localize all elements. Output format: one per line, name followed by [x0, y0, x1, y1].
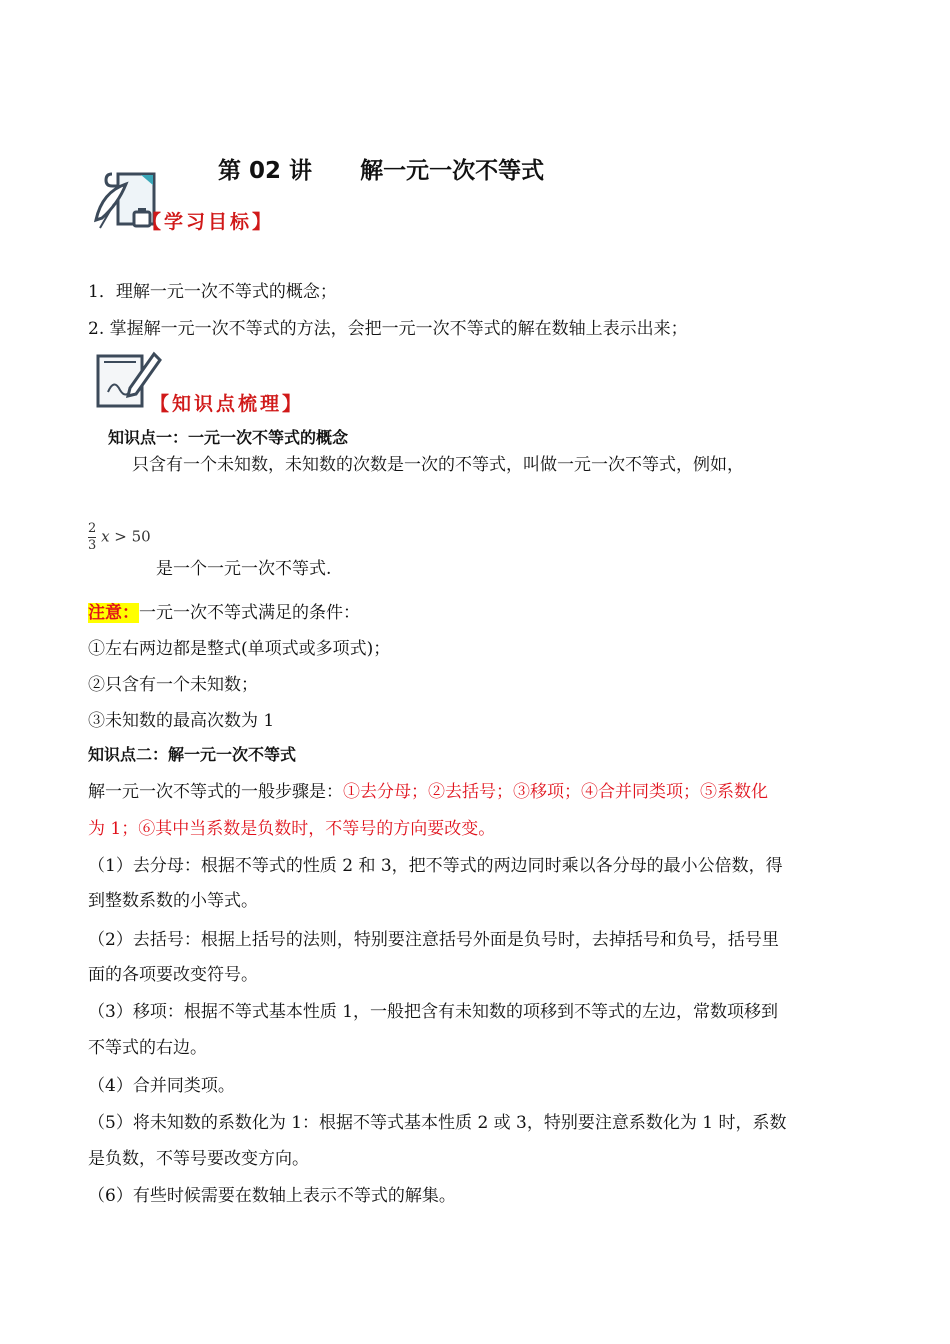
knowledge-banner: 【知识点梳理】: [150, 393, 305, 415]
fraction-denominator: 3: [88, 538, 97, 553]
note-item-3: ③未知数的最高次数为 1: [88, 711, 275, 731]
step-5-line1: （5）将未知数的系数化为 1：根据不等式基本性质 2 或 3，特别要注意系数化为 1 时，系数: [88, 1113, 787, 1133]
step-4: （4）合并同类项。: [88, 1076, 235, 1096]
step-6: （6）有些时候需要在数轴上表示不等式的解集。: [88, 1186, 456, 1206]
kp2-heading: 知识点二：解一元一次不等式: [88, 745, 297, 764]
kp1-heading: 知识点一：一元一次不等式的概念: [108, 428, 349, 447]
inequality-rest: > 50: [109, 527, 151, 546]
note-label: 注意：: [88, 603, 139, 623]
fraction: [88, 521, 96, 554]
step-2-line2: 面的各项要改变符号。: [88, 965, 258, 985]
note-item-1: ①左右两边都是整式(单项式或多项式)；: [88, 639, 391, 659]
step-2-line1: （2）去括号：根据上括号的法则，特别要注意括号外面是负号时，去掉括号和负号，括号里: [88, 930, 779, 950]
page-title: [202, 126, 544, 185]
note-item-2: ②只含有一个未知数；: [88, 675, 258, 695]
variable-x: x: [101, 527, 110, 546]
kp2-intro-line2: 为 1；⑥其中当系数是负数时，不等号的方向要改变。: [88, 819, 496, 839]
lesson-name: 解一元一次不等式: [360, 158, 545, 184]
kp1-definition: 只含有一个未知数，未知数的次数是一次的不等式，叫做一元一次不等式，例如，: [132, 455, 744, 475]
inequality-example: [88, 521, 151, 554]
step-3-line1: （3）移项：根据不等式基本性质 1，一般把含有未知数的项移到不等式的左边，常数项移到: [88, 1002, 779, 1022]
goals-banner: 【学习目标】: [142, 211, 275, 233]
note-text: 一元一次不等式满足的条件：: [139, 603, 360, 623]
kp2-intro-red1: ①去分母；②去括号；③移项；④合并同类项；⑤系数化: [343, 782, 768, 802]
step-1-line2: 到整数系数的小等式。: [88, 891, 258, 911]
lesson-number: 第 02 讲: [218, 158, 313, 184]
step-3-line2: 不等式的右边。: [88, 1038, 207, 1058]
goal-item-2: 2. 掌握解一元一次不等式的方法，会把一元一次不等式的解在数轴上表示出来；: [88, 319, 688, 339]
step-5-line2: 是负数，不等号要改变方向。: [88, 1149, 309, 1169]
step-1-line1: （1）去分母：根据不等式的性质 2 和 3，把不等式的两边同时乘以各分母的最小公倍数，得: [88, 856, 783, 876]
note-line: [88, 598, 360, 623]
kp2-intro-line1: [88, 777, 768, 802]
goal-item-1: 1．理解一元一次不等式的概念；: [88, 282, 337, 302]
kp2-intro-black: 解一元一次不等式的一般步骤是：: [88, 782, 343, 802]
kp1-example-suffix: 是一个一元一次不等式.: [156, 559, 332, 579]
title-gap: [312, 158, 360, 184]
fraction-numerator: 2: [88, 521, 97, 536]
